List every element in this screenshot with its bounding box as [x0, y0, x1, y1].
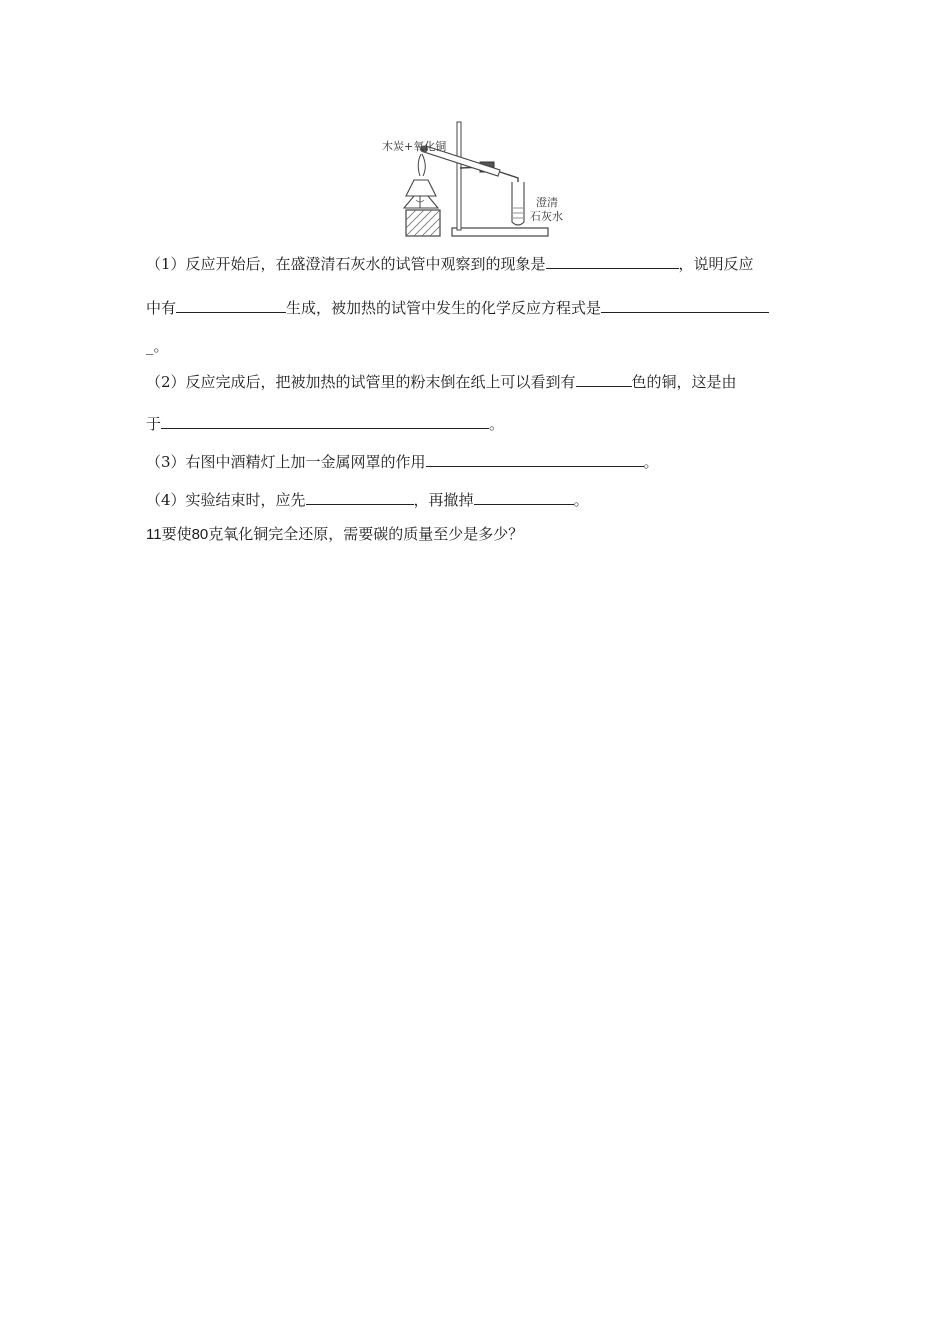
- q1-text-b: ，说明反应: [678, 255, 754, 273]
- q3-text-b: 。: [643, 453, 659, 471]
- q11-text-a: 要使: [161, 525, 192, 543]
- label-limewater: 石灰水: [530, 210, 563, 223]
- q1-text-a: （1）反应开始后，在盛澄清石灰水的试管中观察到的现象是: [146, 255, 546, 273]
- q1-line-2: [146, 296, 769, 318]
- label-clear: 澄清: [536, 196, 558, 209]
- q4-blank-remove[interactable]: [474, 488, 574, 505]
- q2-text-d: 。: [489, 415, 505, 433]
- q2-text-c: 于: [146, 415, 162, 433]
- q11-mass-value: 80: [191, 526, 209, 543]
- q2-text-b: 色的铜，这是由: [631, 373, 737, 391]
- label-charcoal-copper-oxide: 木炭+氧化铜: [382, 140, 447, 153]
- q1-blank-product[interactable]: [176, 296, 286, 313]
- q2-text-a: （2）反应完成后，把被加热的试管里的粉末倒在纸上可以看到有: [146, 373, 576, 391]
- q4-text-c: 。: [573, 491, 589, 509]
- q1-blank-equation[interactable]: [601, 296, 769, 313]
- q3-line: [146, 450, 659, 472]
- q1-blank-phenomenon[interactable]: [546, 252, 679, 269]
- q3-blank-purpose[interactable]: [426, 450, 644, 467]
- q4-text-a: （4）实验结束时，应先: [146, 491, 306, 509]
- q11-number: 11: [146, 526, 162, 543]
- q4-text-b: ，再撤掉: [413, 491, 474, 509]
- apparatus-figure: [376, 120, 576, 242]
- q4-blank-first-step[interactable]: [306, 488, 414, 505]
- q1-text-e: _。: [146, 337, 169, 355]
- q1-text-c: 中有: [146, 299, 177, 317]
- q1-line-1: [146, 252, 754, 274]
- q11-line: [146, 524, 523, 545]
- q2-blank-color[interactable]: [576, 370, 632, 387]
- q3-text-a: （3）右图中酒精灯上加一金属网罩的作用: [146, 453, 426, 471]
- q2-blank-reason[interactable]: [161, 412, 489, 429]
- q11-text-b: 克氧化铜完全还原，需要碳的质量至少是多少？: [208, 525, 524, 543]
- q2-line-1: [146, 370, 737, 392]
- q2-line-2: [146, 412, 504, 434]
- q4-line: [146, 488, 589, 510]
- q1-text-d: 生成，被加热的试管中发生的化学反应方程式是: [286, 299, 602, 317]
- q1-line-3: [146, 336, 169, 356]
